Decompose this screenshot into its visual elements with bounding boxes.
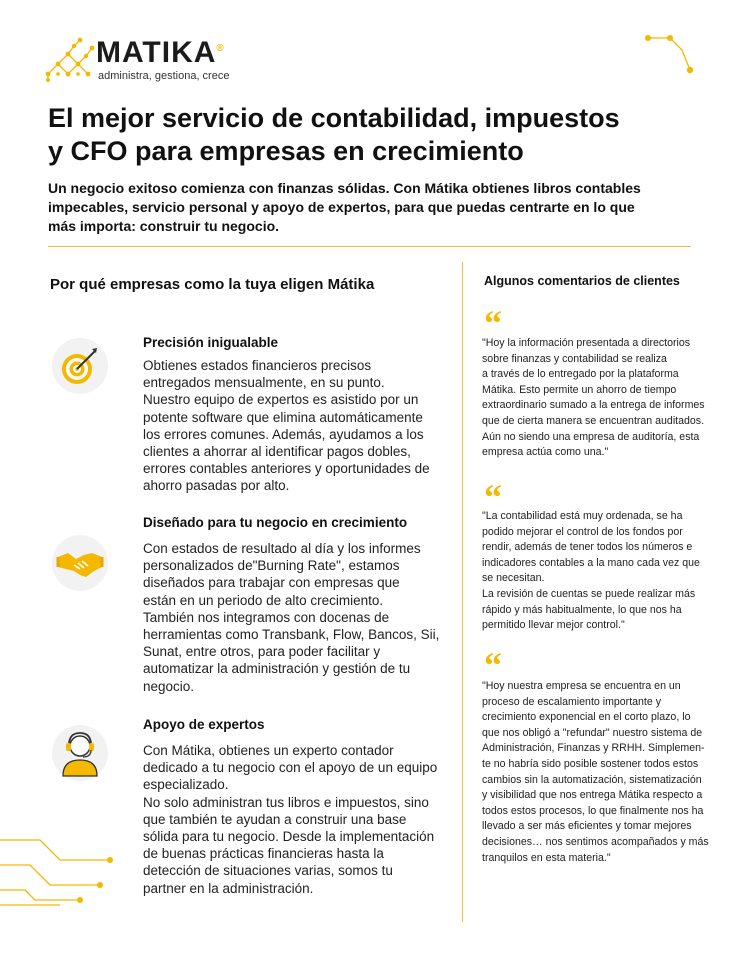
feature-title-growth: Diseñado para tu negocio en crecimiento	[143, 515, 408, 530]
feature-icon-precision	[52, 338, 108, 394]
top-divider	[48, 246, 691, 247]
comments-title: Algunos comentarios de clientes	[484, 274, 680, 288]
intro-line-3: más importa: construir tu negocio.	[48, 218, 280, 234]
intro-line-2: impecables, servicio personal y apoyo de expertos, para que puedas centrarte en lo que	[48, 199, 635, 215]
brand-name: MATIKA	[96, 36, 217, 69]
quote-icon: “	[484, 645, 502, 685]
target-icon	[57, 343, 103, 389]
comment-text: "Hoy nuestra empresa se encuentra en un proceso de escalamiento importante y crecimiento exponencial en el corto plazo, lo que nos obligó a "refundar" nuestro sistema de Administración, Finanzas y RRHH. Simplemen- te no habría sido posible sostener todos estos cambios sin la automatización, sistematización y visibilidad que nos entrega Mátika respecto a todos estos procesos, lo que finalmente nos ha llevado a ser más eficientes y tomar mejores decisiones… nos sentimos acompañados y más tranquilos en esta materia."	[482, 680, 709, 864]
feature-body-precision: Obtienes estados financieros precisos entregados mensualmente, en su punto. Nuestro equipo de expertos es asistido por un potente software que elimina automáticamente los errores comunes. Además, ayudamos a los clientes a ahorrar al identificar pagos dobles, errores contables anteriores y oportunidades de ahorro pasadas por alto.	[143, 358, 430, 494]
circuit-lines-icon	[0, 810, 120, 910]
page-title	[48, 102, 708, 168]
title-line-1: El mejor servicio de contabilidad, impuestos	[48, 103, 620, 133]
column-divider	[462, 262, 463, 922]
logo-circuit-icon	[44, 34, 98, 82]
circuit-decoration-icon	[642, 30, 702, 80]
registered-mark: ®	[216, 43, 225, 54]
quote-icon: “	[484, 477, 502, 517]
feature-icon-experts	[52, 725, 108, 781]
feature-icon-growth	[52, 535, 108, 591]
title-line-2: y CFO para empresas en crecimiento	[48, 136, 524, 166]
feature-body-growth: Con estados de resultado al día y los informes personalizados de"Burning Rate", estamos diseñados para trabajar con empresas que están en un periodo de alto crecimiento. También nos integramos con docenas de herramientas como Transbank, Flow, Bancos, Sii, Sunat, entre otros, para poder facilitar y automatizar la administración y gestión de tu negocio.	[143, 541, 440, 694]
handshake-icon	[56, 543, 104, 583]
feature-title-precision: Precisión inigualable	[143, 335, 279, 350]
comment-text: "La contabilidad está muy ordenada, se ha podido mejorar el control de los fondos por rendir, además de tener todos los números e indicadores contables a la mano cada vez que se necesitan. La revisión de cuentas se puede realizar más rápido y más habitualmente, lo que nos ha permitido llevar mejor control."	[482, 510, 700, 632]
feature-title-experts: Apoyo de expertos	[143, 717, 265, 732]
comment-text: "Hoy la información presentada a directorios sobre finanzas y contabilidad se realiza a través de lo entregado por la plataforma Mátika. Esto permite un ahorro de tiempo extraordinario sumado a la entrega de informes que de cierta manera se encuentran auditados. Aún no siendo una empresa de auditoría, esta empresa actúa como una."	[482, 337, 705, 459]
why-section-title: Por qué empresas como la tuya eligen Mátika	[50, 276, 375, 293]
intro-paragraph	[48, 179, 708, 236]
logo	[44, 32, 244, 84]
quote-icon: “	[484, 303, 502, 343]
intro-line-1: Un negocio exitoso comienza con finanzas sólidas. Con Mátika obtienes libros contables	[48, 180, 641, 196]
feature-body-experts: Con Mátika, obtienes un experto contador dedicado a tu negocio con el apoyo de un equipo especializado. No solo administran tus libros e impuestos, sino que también te ayudan a construir una base sólida para tu negocio. Desde la implementación de buenas prácticas financieras hasta la detección de situaciones varias, somos tu partner en la administración.	[143, 743, 438, 896]
headset-agent-icon	[57, 728, 103, 778]
brand-tagline: administra, gestiona, crece	[98, 70, 230, 82]
